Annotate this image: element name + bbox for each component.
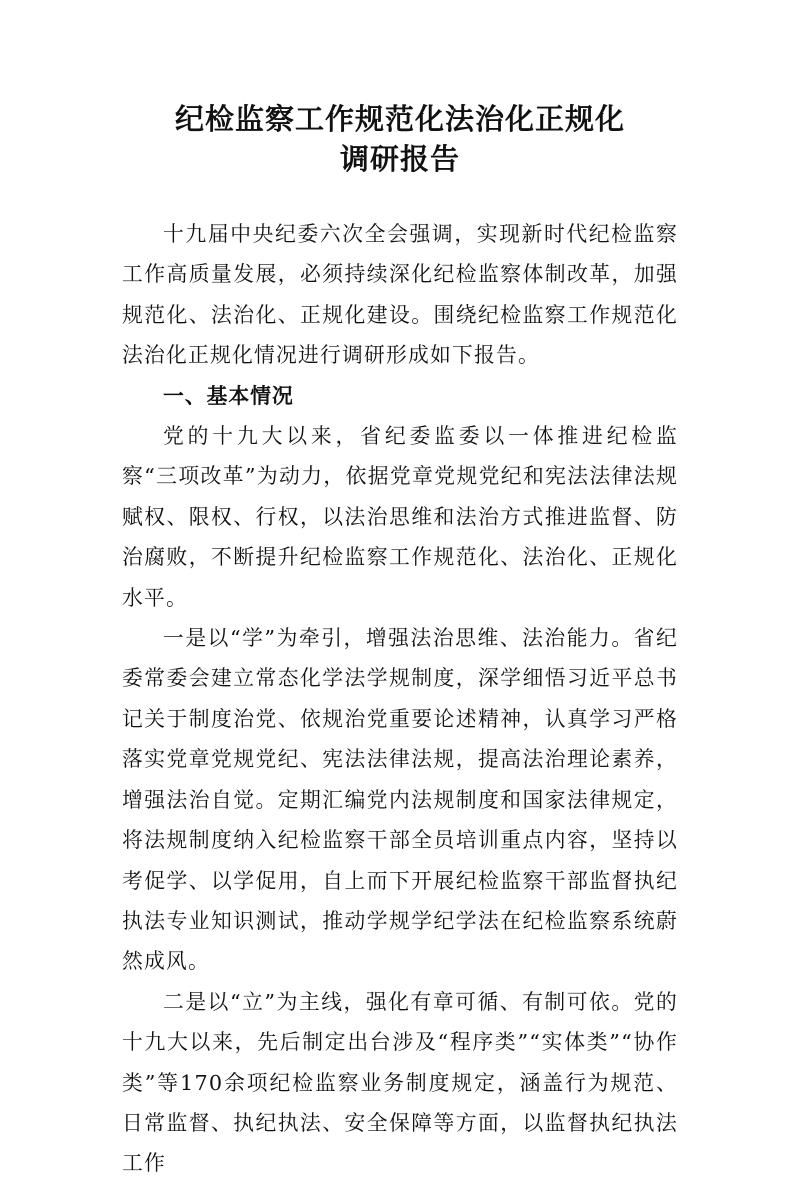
paragraph-rules: 二是以“立”为主线，强化有章可循、有制可依。党的十九大以来，先后制定出台涉及“程序类”“实体类”“协作类”等170余项纪检监察业务制度规定，涵盖行为规范、日常监督、执纪执法、安全保障等方面，以监督执纪执法工作 (122, 989, 678, 1176)
paragraph-learning: 一是以“学”为牵引，增强法治思维、法治能力。省纪委常委会建立常态化学法学规制度，深学细悟习近平总书记关于制度治党、依规治党重要论述精神，认真学习严格落实党章党规党纪、宪法法律法规，提高法治理论素养，增强法治自觉。定期汇编党内法规制度和国家法律规定，将法规制度纳入纪检监察干部全员培训重点内容，坚持以考促学、以学促用，自上而下开展纪检监察干部监督执纪执法专业知识测试，推动学规学纪学法在纪检监察系统蔚然成风。 (122, 626, 678, 974)
section-heading-basic-situation: 一、基本情况 (163, 383, 294, 408)
title-line-2: 调研报告 (339, 142, 460, 176)
paragraph-intro: 十九届中央纪委六次全会强调，实现新时代纪检监察工作高质量发展，必须持续深化纪检监察体制改革，加强规范化、法治化、正规化建设。围绕纪检监察工作规范化法治化正规化情况进行调研形成如下报告。 (122, 222, 678, 368)
document-body (122, 214, 678, 1184)
document-title (0, 99, 800, 179)
title-line-1: 纪检监察工作规范化法治化正规化 (174, 102, 625, 136)
paragraph-overview: 党的十九大以来，省纪委监委以一体推进纪检监察“三项改革”为动力，依据党章党规党纪和宪法法律法规赋权、限权、行权，以法治思维和法治方式推进监督、防治腐败，不断提升纪检监察工作规范化、法治化、正规化水平。 (122, 424, 678, 610)
